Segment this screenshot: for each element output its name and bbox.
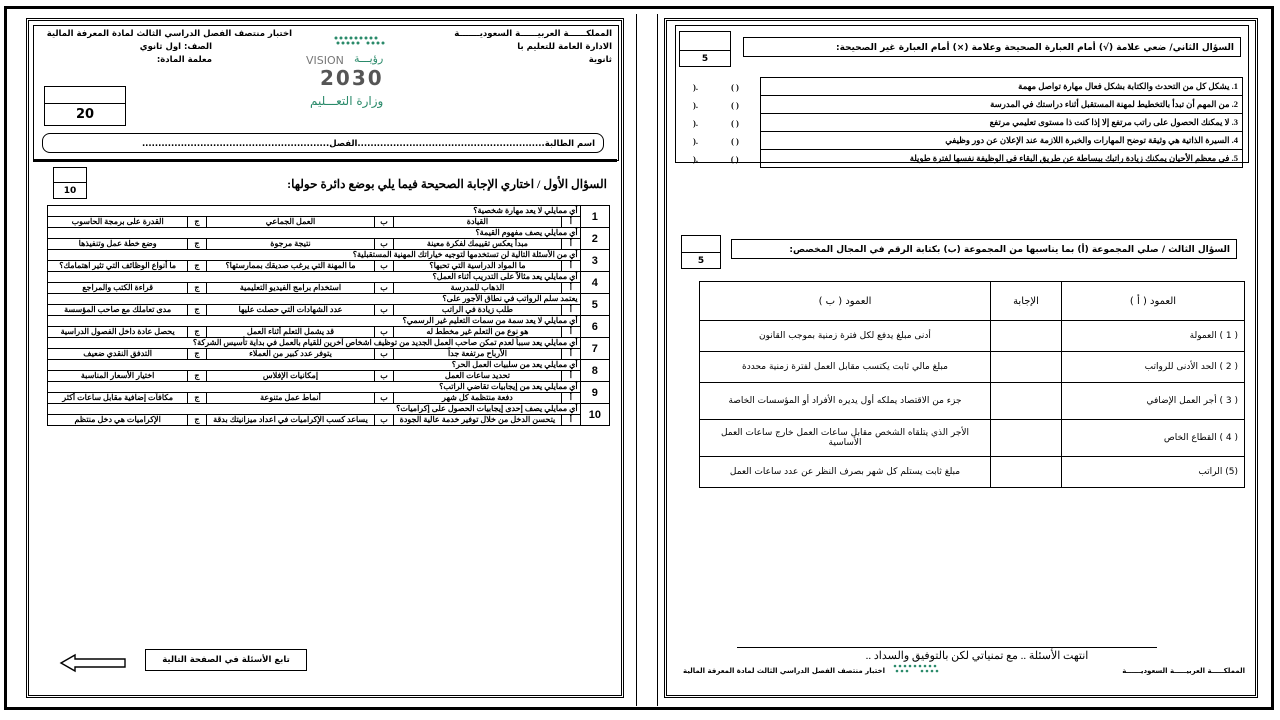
option-b[interactable]: إمكانيات الإفلاس	[206, 371, 374, 382]
q3-score-box	[681, 235, 721, 269]
right-page	[664, 18, 1258, 698]
tf-mark: .(	[693, 117, 698, 128]
mcq-question-row	[48, 294, 610, 305]
option-letter: ب	[375, 283, 393, 294]
q3-score: 5	[697, 256, 705, 266]
option-letter: ب	[375, 217, 393, 228]
mcq-question-row	[48, 250, 610, 261]
option-letter: أ	[562, 393, 580, 404]
option-c[interactable]: مدى تعاملك مع صاحب المؤسسة	[48, 305, 188, 316]
option-letter: أ	[562, 327, 580, 338]
question-number: 4	[580, 272, 609, 294]
question-text: أي ممايلي يعد من إيجابيات تقاضي الراتب؟	[48, 382, 581, 393]
question-number: 8	[580, 360, 609, 382]
tf-statement: 2. من المهم أن تبدأ بالتخطيط لمهنة المستقبل أثناء دراستك في المدرسة	[761, 96, 1243, 114]
question-number: 5	[580, 294, 609, 316]
tf-row	[682, 132, 1243, 150]
option-letter: ج	[188, 415, 206, 426]
option-a[interactable]: هو نوع من التعلم غير مخطط له	[393, 327, 561, 338]
option-letter: ب	[375, 415, 393, 426]
footer-logo	[889, 661, 949, 685]
header-box	[33, 25, 619, 161]
match-col-a: ( 2 ) الحد الأدنى للرواتب	[1062, 352, 1245, 383]
option-letter: ب	[375, 349, 393, 360]
option-b[interactable]: عدد الشهادات التي حصلت عليها	[206, 305, 374, 316]
option-a[interactable]: الأرباح مرتفعة جداً	[393, 349, 561, 360]
q3-table	[699, 281, 1245, 488]
q3-title: السؤال الثالث / صلي المجموعة (أ) بما يناسبها من المجموعة (ب) بكتابة الرقم في المجال المخصص:	[731, 239, 1237, 259]
grade-text: الصف: اول ثانوي	[139, 42, 212, 52]
match-answer-cell[interactable]	[991, 321, 1062, 352]
question-number: 6	[580, 316, 609, 338]
question-text: أي ممايلي لا يعد سمة من سمات التعليم غير الرسمي؟	[48, 316, 581, 327]
ministry-text: وزارة التعـــليم	[310, 94, 384, 108]
tf-mark: .(	[693, 99, 698, 110]
col-b-header: العمود ( ب )	[700, 282, 991, 321]
option-letter: أ	[562, 239, 580, 250]
option-letter: أ	[562, 349, 580, 360]
header-left	[42, 28, 292, 67]
option-a[interactable]: دفعة منتظمة كل شهر	[393, 393, 561, 404]
kingdom-text: المملكــــــة العربيــــــة السعوديـــــــة	[454, 29, 612, 39]
tf-row	[682, 78, 1243, 96]
mcq-options-row	[48, 327, 610, 338]
option-letter: أ	[562, 283, 580, 294]
page-divider	[636, 14, 658, 706]
q1-table	[47, 205, 610, 426]
question-text: أي ممايلي يصف إحدى إيجابيات الحصول على إكراميات؟	[48, 404, 581, 415]
match-col-a: ( 4 ) القطاع الخاص	[1062, 420, 1245, 457]
tf-row	[682, 150, 1243, 168]
tf-answer-slot[interactable]: ( )	[731, 81, 739, 92]
option-letter: ب	[375, 327, 393, 338]
option-a[interactable]: ما المواد الدراسية التي تحبها؟	[393, 261, 561, 272]
col-answer-header: الإجابة	[991, 282, 1062, 321]
student-name-field[interactable]: اسم الطالبة..........................................................الفصل..........................................................	[42, 133, 604, 153]
tf-statement: 5. في معظم الأحيان يمكنك زيادة راتبك ببساطة عن طريق البقاء في الوظيفة نفسها لفترة طويلة	[761, 150, 1243, 168]
option-letter: ج	[188, 305, 206, 316]
question-text: أي ممايلي يصف مفهوم القيمة؟	[48, 228, 581, 239]
question-text: أي ممايلي يعد من سلبيات العمل الحر؟	[48, 360, 581, 371]
option-letter: ج	[188, 261, 206, 272]
option-b[interactable]: يساعد كسب الإكراميات في اعداد ميزانيتك بدقة	[206, 415, 374, 426]
arrow-left-icon	[59, 653, 127, 673]
match-col-b: أدنى مبلغ يدفع لكل فترة زمنية بموجب القانون	[700, 321, 991, 352]
tf-statement: 4. السيرة الذاتية هي وثيقة توضح المهارات والخبرة اللازمة عند الإعلان عن دور وظيفي	[761, 132, 1243, 150]
mcq-options-row	[48, 371, 610, 382]
q2-title: السؤال الثاني/ ضعي علامة (√) أمام العبارة الصحيحة وعلامة (×) أمام العبارة غير الصحيحة:	[743, 37, 1241, 57]
option-b[interactable]: استخدام برامج الفيديو التعليمية	[206, 283, 374, 294]
question-number: 3	[580, 250, 609, 272]
q1-score: 10	[63, 186, 77, 196]
exam-title: اختبار منتصف الفصل الدراسي الثالث لمادة المعرفة المالية	[46, 29, 292, 39]
header-right	[442, 28, 612, 67]
end-note: انتهت الأسئلة .. مع تمنياتي لكن بالتوفيق والسداد ..	[865, 650, 1089, 662]
option-letter: ج	[188, 393, 206, 404]
total-score-box	[44, 86, 126, 126]
logo-year: 2030	[320, 66, 384, 90]
option-b[interactable]: قد يشمل التعلم أثناء العمل	[206, 327, 374, 338]
match-col-a: ( 3 ) أجر العمل الإضافي	[1062, 383, 1245, 420]
option-letter: ج	[188, 349, 206, 360]
mcq-question-row	[48, 272, 610, 283]
option-letter: ج	[188, 239, 206, 250]
match-row	[700, 420, 1245, 457]
mcq-options-row	[48, 415, 610, 426]
match-answer-cell[interactable]	[991, 352, 1062, 383]
mcq-options-row	[48, 305, 610, 316]
option-a[interactable]: مبدأ يعكس تقييمك لفكرة معينة	[393, 239, 561, 250]
mcq-question-row	[48, 404, 610, 415]
option-letter: ب	[375, 371, 393, 382]
option-letter: ج	[188, 217, 206, 228]
option-a[interactable]: تحديد ساعات العمل	[393, 371, 561, 382]
match-col-b: مبلغ ثابت يستلم كل شهر بصرف النظر عن عدد ساعات العمل	[700, 457, 991, 488]
tf-answer-slot[interactable]: ( )	[731, 117, 739, 128]
mcq-options-row	[48, 349, 610, 360]
option-letter: أ	[562, 305, 580, 316]
option-c[interactable]: ما أنواع الوظائف التي تثير اهتمامك؟	[48, 261, 188, 272]
match-col-b: جزء من الاقتصاد يملكه أول يديره الأفراد أو المؤسسات الخاصة	[700, 383, 991, 420]
logo-arabic: رؤيـــة	[354, 52, 384, 65]
mcq-options-row	[48, 261, 610, 272]
option-c[interactable]: اختيار الأسعار المناسبة	[48, 371, 188, 382]
match-row	[700, 457, 1245, 488]
option-c[interactable]: قراءة الكتب والمراجع	[48, 283, 188, 294]
footer-kingdom: المملكـــــة العربيـــــة السعوديــــــة	[1122, 667, 1245, 675]
mcq-question-row	[48, 360, 610, 371]
option-a[interactable]: يتحسن الدخل من خلال توفير خدمة عالية الجودة	[393, 415, 561, 426]
match-answer-cell[interactable]	[991, 457, 1062, 488]
option-c[interactable]: يحصل عادة داخل الفصول الدراسية	[48, 327, 188, 338]
match-row	[700, 352, 1245, 383]
option-letter: ج	[188, 371, 206, 382]
mcq-question-row	[48, 228, 610, 239]
tf-answer-slot[interactable]: ( )	[731, 99, 739, 110]
vision-dots-icon	[889, 661, 949, 681]
option-a[interactable]: طلب زيادة في الراتب	[393, 305, 561, 316]
question-text: أي ممايلي يعد سبباً لعدم تمكن صاحب العمل الجديد من توظيف اشخاص آخرين للقيام بالعمل في بداية تأسيس الشركة؟	[48, 338, 581, 349]
question-number: 7	[580, 338, 609, 360]
question-number: 9	[580, 382, 609, 404]
option-c[interactable]: الإكراميات هي دخل منتظم	[48, 415, 188, 426]
footer-title: اختبار منتصف الفصل الدراسي الثالث لمادة المعرفة المالية	[683, 667, 885, 675]
next-arrow	[59, 653, 127, 677]
question-text: أي ممايلي لا يعد مهارة شخصية؟	[48, 206, 581, 217]
question-text: أي من الأسئلة التالية لن تستخدمها لتوجيه خياراتك المهنية المستقبلية؟	[48, 250, 581, 261]
teacher-text: معلمة المادة:	[156, 55, 212, 65]
tf-mark: .(	[693, 81, 698, 92]
question-number: 1	[580, 206, 609, 228]
col-a-header: العمود ( أ )	[1062, 282, 1245, 321]
option-b[interactable]: يتوفر عدد كبير من العملاء	[206, 349, 374, 360]
vision-logo	[296, 32, 416, 116]
option-b[interactable]: أنماط عمل متنوعة	[206, 393, 374, 404]
option-b[interactable]: ما المهنة التي يرغب صديقك بممارستها؟	[206, 261, 374, 272]
option-letter: ب	[375, 393, 393, 404]
option-letter: أ	[562, 371, 580, 382]
mcq-question-row	[48, 338, 610, 349]
option-b[interactable]: نتيجة مرجوة	[206, 239, 374, 250]
left-page	[26, 18, 624, 698]
match-answer-cell[interactable]	[991, 383, 1062, 420]
q1-score-box	[53, 167, 87, 199]
match-col-b: الأجر الذي يتلقاه الشخص مقابل ساعات العمل خارج ساعات العمل الأساسية	[700, 420, 991, 457]
question-number: 2	[580, 228, 609, 250]
school-text: ثانوية	[588, 55, 612, 65]
question-text: أي ممايلي يعد مثالاً على التدريب أثناء العمل؟	[48, 272, 581, 283]
tf-answer-slot[interactable]: ( )	[730, 153, 739, 164]
admin-text: الادارة العامة للتعليم با	[517, 42, 612, 52]
mcq-question-row	[48, 316, 610, 327]
mcq-options-row	[48, 393, 610, 404]
match-row	[700, 321, 1245, 352]
q1-title: السؤال الأول / اختاري الإجابة الصحيحة فيما يلي بوضع دائرة حولها:	[287, 177, 607, 191]
q2-score-box	[679, 31, 731, 67]
option-letter: ج	[188, 327, 206, 338]
option-a[interactable]: الذهاب للمدرسة	[393, 283, 561, 294]
mcq-question-row	[48, 206, 610, 217]
mcq-question-row	[48, 382, 610, 393]
footer-line	[737, 647, 1157, 648]
option-letter: ب	[375, 305, 393, 316]
match-answer-cell[interactable]	[991, 420, 1062, 457]
option-letter: أ	[562, 261, 580, 272]
option-letter: أ	[562, 217, 580, 228]
question-number: 10	[580, 404, 609, 426]
q2-table	[681, 77, 1243, 168]
option-letter: أ	[562, 415, 580, 426]
mcq-options-row	[48, 217, 610, 228]
match-col-a: (5) الراتب	[1062, 457, 1245, 488]
tf-row	[682, 96, 1243, 114]
tf-statement: 3. لا يمكنك الحصول على راتب مرتفع إلا إذا كنت ذا مستوى تعليمي مرتفع	[761, 114, 1243, 132]
q2-score: 5	[701, 54, 709, 64]
mcq-options-row	[48, 283, 610, 294]
tf-row	[682, 114, 1243, 132]
match-col-b: مبلغ مالي ثابت يكتسب مقابل العمل لفترة زمنية محددة	[700, 352, 991, 383]
option-c[interactable]: مكافآت إضافية مقابل ساعات أكثر	[48, 393, 188, 404]
total-score: 20	[75, 107, 95, 122]
tf-mark: .(	[693, 135, 698, 146]
option-c[interactable]: القدرة على برمجة الحاسوب	[48, 217, 188, 228]
option-letter: ب	[375, 239, 393, 250]
mcq-options-row	[48, 239, 610, 250]
option-b[interactable]: العمل الجماعي	[206, 217, 374, 228]
option-letter: ج	[188, 283, 206, 294]
tf-statement: 1. يشكل كل من التحدث والكتابة بشكل فعال مهارة تواصل مهمة	[761, 78, 1243, 96]
option-c[interactable]: وضع خطة عمل وتنفيذها	[48, 239, 188, 250]
tf-answer-slot[interactable]: ( )	[731, 135, 739, 146]
match-row	[700, 383, 1245, 420]
option-a[interactable]: القيادة	[393, 217, 561, 228]
next-page-note: تابع الأسئلة في الصفحة التالية	[145, 649, 307, 671]
question-text: يعتمد سلم الرواتب في نطاق الأجور على؟	[48, 294, 581, 305]
match-col-a: ( 1 ) العمولة	[1062, 321, 1245, 352]
logo-vision: VISION	[306, 54, 344, 67]
option-c[interactable]: التدفق النقدي ضعيف	[48, 349, 188, 360]
tf-mark: .(	[693, 153, 698, 164]
option-letter: ب	[375, 261, 393, 272]
